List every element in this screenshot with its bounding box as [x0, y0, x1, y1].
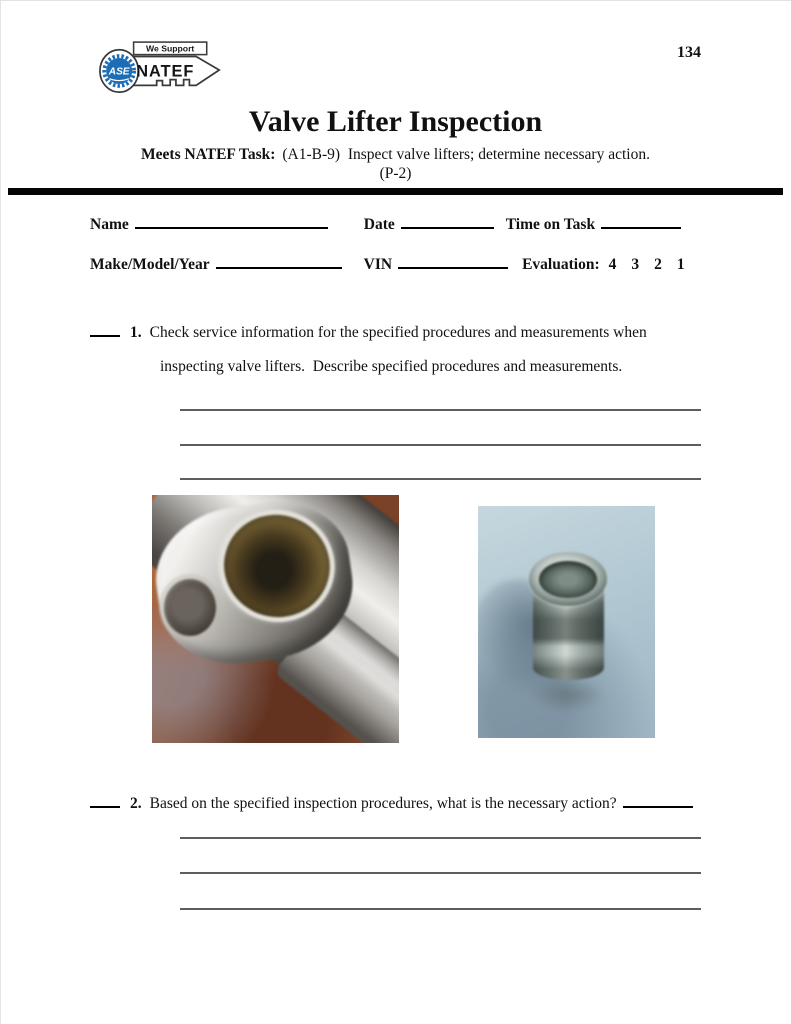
answer-line [180, 872, 701, 874]
vin-blank [398, 254, 508, 269]
make-model-year-blank [216, 254, 342, 269]
question-1-grade-blank [90, 323, 120, 337]
answer-line [180, 908, 701, 910]
roller-lifter-graphic [152, 495, 399, 743]
lifter-worn-dish [539, 561, 597, 598]
evaluation-label: Evaluation: [522, 256, 600, 273]
flat-lifter-graphic [478, 506, 655, 738]
vin-label: VIN [363, 256, 393, 273]
date-blank [401, 214, 494, 229]
time-on-task-blank [601, 214, 681, 229]
divider-rule [8, 188, 783, 195]
ase-badge-text: ASE [108, 66, 130, 78]
question-2-text: Based on the specified inspection procedures, what is the necessary action? [149, 795, 617, 812]
question-2-grade-blank [90, 794, 120, 808]
natef-wordmark: NATEF [136, 62, 195, 81]
question-1-number: 1. [130, 324, 142, 341]
question-1-line-1 [90, 316, 708, 350]
natef-task-line [0, 146, 791, 164]
flat-lifter-photo [478, 506, 655, 738]
time-on-task-label: Time on Task [505, 216, 596, 233]
natef-ase-logo [98, 40, 225, 100]
question-2-line [90, 787, 708, 821]
evaluation-score-3: 3 [631, 256, 640, 273]
answer-line [180, 409, 701, 411]
question-1 [90, 316, 708, 384]
task-label: Meets NATEF Task: [141, 146, 276, 163]
answer-line [180, 444, 701, 446]
answer-line [180, 837, 701, 839]
evaluation-score-4: 4 [608, 256, 617, 273]
student-info-row [90, 214, 681, 234]
logo-support-text: We Support [145, 43, 195, 54]
make-model-year-label: Make/Model/Year [90, 256, 210, 273]
page-number: 134 [677, 44, 701, 61]
task-text: (A1-B-9) Inspect valve lifters; determine necessary action. [282, 146, 650, 163]
question-1-text-a: Check service information for the specified procedures and measurements when [149, 324, 647, 341]
evaluation-score-2: 2 [654, 256, 662, 273]
question-2 [90, 787, 708, 821]
question-1-text-b: inspecting valve lifters. Describe specified procedures and measurements. [160, 358, 623, 375]
page-title: Valve Lifter Inspection [248, 105, 543, 138]
date-label: Date [363, 216, 395, 233]
name-blank [135, 214, 328, 229]
question-2-inline-blank [623, 794, 693, 808]
lifter-reflection [529, 678, 605, 713]
answer-line [180, 478, 701, 480]
priority-rating: (P-2) [379, 165, 412, 182]
key-logo-graphic [98, 40, 225, 100]
evaluation-score-1: 1 [676, 256, 685, 273]
roller-lifter-photo [152, 495, 399, 743]
name-label: Name [90, 216, 129, 233]
vehicle-info-row [90, 254, 685, 274]
question-2-number: 2. [130, 795, 142, 812]
